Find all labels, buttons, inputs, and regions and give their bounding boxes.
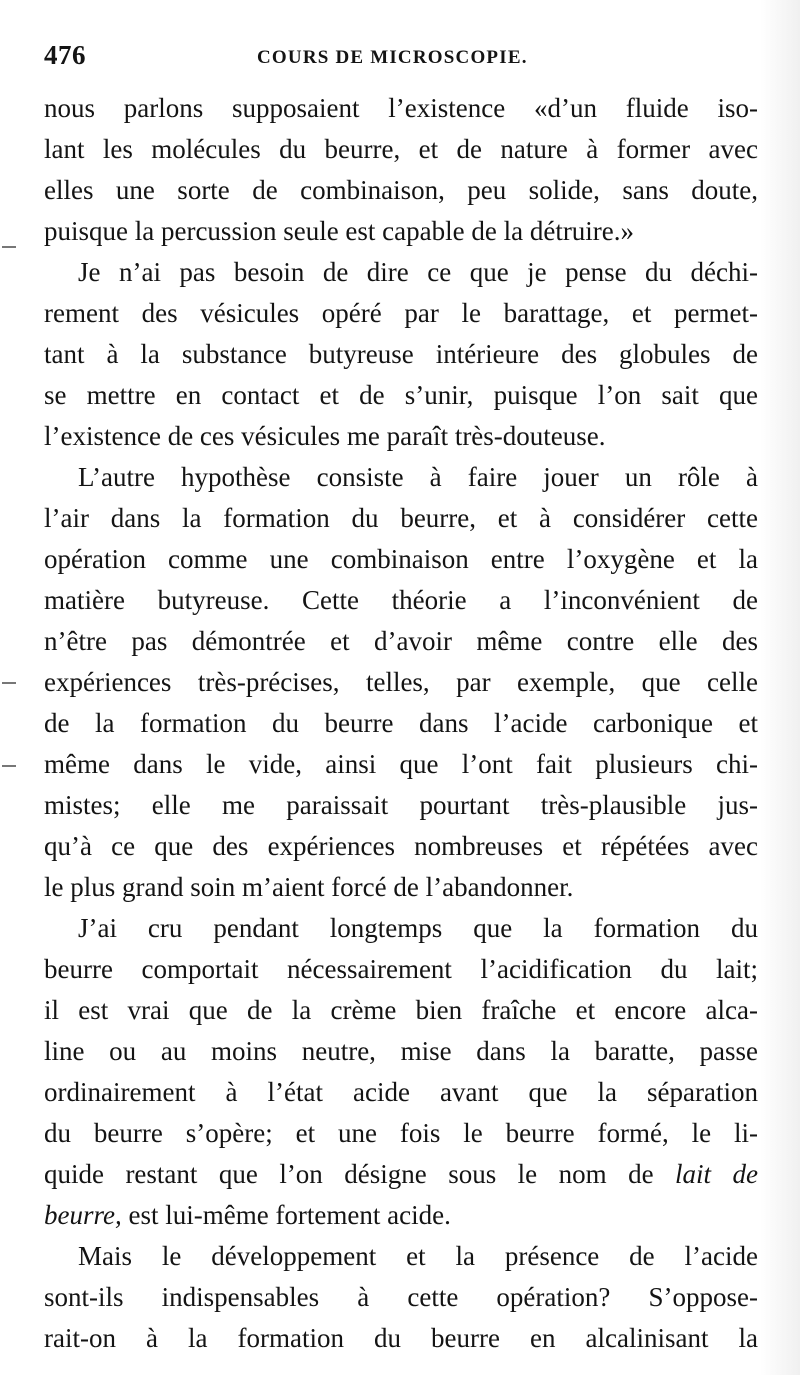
text-line: sont-ils indispensables à cette opération? S’oppose-	[44, 1282, 758, 1312]
italic-term: beurre,	[44, 1200, 122, 1230]
text-line	[44, 1154, 758, 1195]
text-line: de la formation du beurre dans l’acide carbonique et	[44, 708, 758, 738]
page-header	[44, 40, 754, 80]
text-line: puisque la percussion seule est capable de la détruire.»	[44, 216, 635, 246]
text-line: ordinairement à l’état acide avant que la séparation	[44, 1077, 758, 1107]
text-line: du beurre s’opère; et une fois le beurre formé, le li-	[44, 1118, 758, 1148]
text-line: line ou au moins neutre, mise dans la baratte, passe	[44, 1036, 758, 1066]
page-number: 476	[44, 40, 86, 70]
paragraph-first-line: J’ai cru pendant longtemps que la formation du	[78, 913, 758, 943]
text-line: n’être pas démontrée et d’avoir même contre elle des	[44, 626, 758, 656]
text-line: opération comme une combinaison entre l’oxygène et la	[44, 544, 758, 574]
body-text	[44, 88, 758, 1359]
text-line: le plus grand soin m’aient forcé de l’abandonner.	[44, 872, 574, 902]
text-line	[44, 1195, 758, 1236]
text-line: beurre comportait nécessairement l’acidification du lait;	[44, 954, 758, 984]
text-line: lant les molécules du beurre, et de nature à former avec	[44, 134, 758, 164]
text-line: tant à la substance butyreuse intérieure des globules de	[44, 339, 758, 369]
margin-mark	[2, 246, 16, 248]
text-line: l’existence de ces vésicules me paraît très-douteuse.	[44, 421, 606, 451]
text-line: qu’à ce que des expériences nombreuses et répétées avec	[44, 831, 758, 861]
text-line: expériences très-précises, telles, par exemple, que celle	[44, 667, 758, 697]
text-line: rait-on à la formation du beurre en alcalinisant la	[44, 1323, 758, 1353]
running-head: COURS DE MICROSCOPIE.	[257, 47, 528, 68]
text-line: se mettre en contact et de s’unir, puisque l’on sait que	[44, 380, 758, 410]
text-line: rement des vésicules opéré par le barattage, et permet-	[44, 298, 758, 328]
text-line: même dans le vide, ainsi que l’ont fait plusieurs chi-	[44, 749, 758, 779]
text-line: elles une sorte de combinaison, peu solide, sans doute,	[44, 175, 758, 205]
page-edge-shadow	[760, 0, 800, 1375]
margin-mark	[2, 682, 16, 684]
text-line: il est vrai que de la crème bien fraîche et encore alca-	[44, 995, 758, 1025]
text-line: l’air dans la formation du beurre, et à considérer cette	[44, 503, 758, 533]
text-segment: est lui-même fortement acide.	[128, 1200, 451, 1230]
paragraph-first-line: L’autre hypothèse consiste à faire jouer un rôle à	[78, 462, 758, 492]
paragraph-first-line: Mais le développement et la présence de l’acide	[78, 1241, 758, 1271]
italic-term: lait de	[675, 1159, 758, 1189]
text-line: nous parlons supposaient l’existence «d’un fluide iso-	[44, 93, 758, 123]
margin-mark	[2, 765, 16, 767]
text-line: mistes; elle me paraissait pourtant très-plausible jus-	[44, 790, 758, 820]
paragraph-first-line: Je n’ai pas besoin de dire ce que je pense du déchi-	[78, 257, 758, 287]
text-line: matière butyreuse. Cette théorie a l’inconvénient de	[44, 585, 758, 615]
text-segment: quide restant que l’on désigne sous le nom de	[44, 1159, 654, 1189]
